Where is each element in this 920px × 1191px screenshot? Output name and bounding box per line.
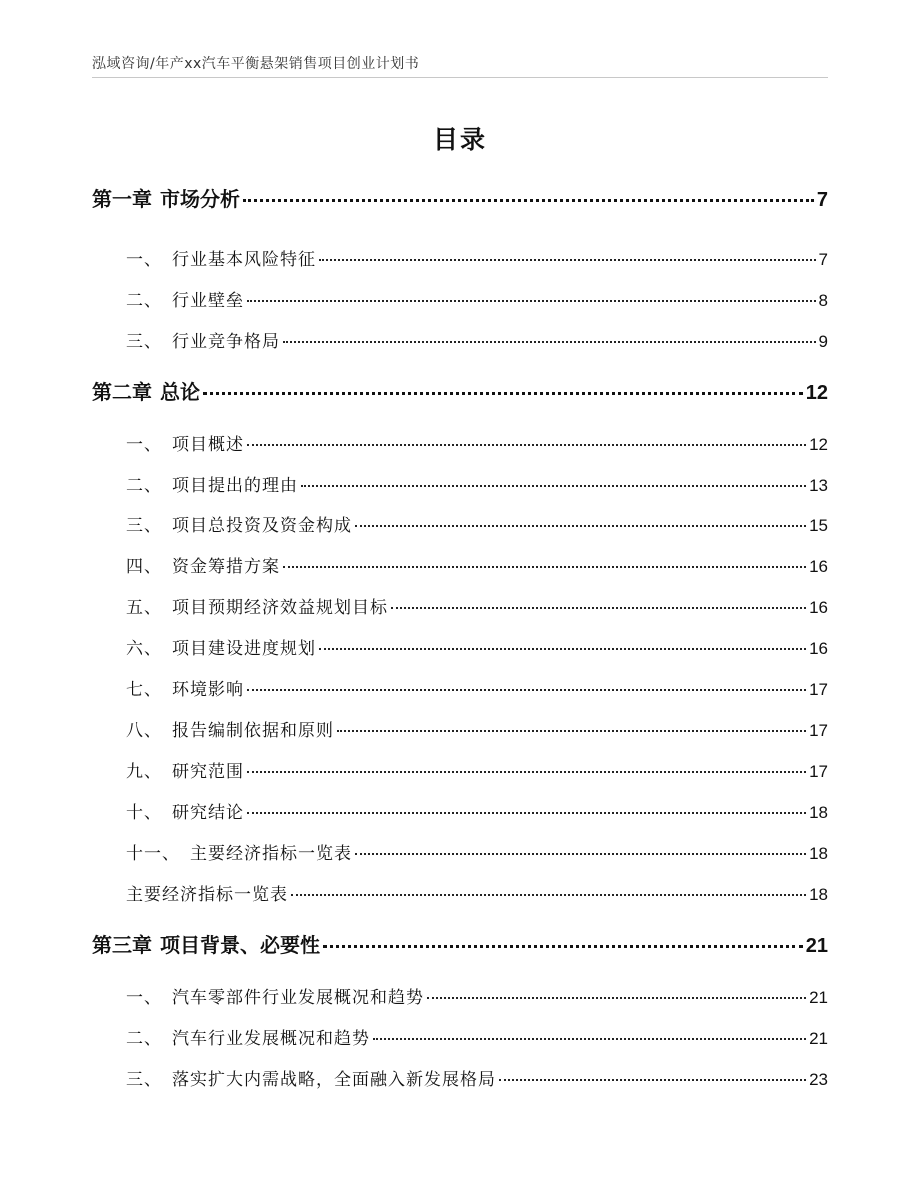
toc-entry-2-table[interactable] xyxy=(126,880,828,905)
toc-title: 总论 xyxy=(160,380,200,404)
toc-entry-2-8[interactable] xyxy=(126,716,828,741)
toc-entry-2-1[interactable] xyxy=(126,430,828,455)
toc-number: 五、 xyxy=(126,598,162,618)
dot-leader xyxy=(243,199,814,202)
toc-title: 项目概述 xyxy=(172,435,244,455)
toc-page-number: 8 xyxy=(818,291,828,310)
toc-number: 十、 xyxy=(126,803,162,823)
toc-page-number: 16 xyxy=(809,598,828,617)
toc-title: 项目总投资及资金构成 xyxy=(172,516,352,536)
toc-page-number: 9 xyxy=(818,332,828,351)
toc-page-number: 16 xyxy=(809,639,828,658)
toc-page-number: 23 xyxy=(809,1070,828,1089)
toc-page-number: 12 xyxy=(805,382,828,404)
toc-title: 汽车零部件行业发展概况和趋势 xyxy=(172,988,424,1008)
toc-page-number: 16 xyxy=(809,557,828,576)
dot-leader xyxy=(203,392,803,395)
dot-leader xyxy=(247,444,806,446)
toc-page-number: 18 xyxy=(809,803,828,822)
toc-number: 三、 xyxy=(126,516,162,536)
toc-number: 三、 xyxy=(126,332,162,352)
toc-title: 市场分析 xyxy=(160,187,240,211)
toc-page-number: 21 xyxy=(809,1029,828,1048)
toc-title: 主要经济指标一览表 xyxy=(126,885,288,905)
toc-entry-1-1[interactable] xyxy=(126,245,828,270)
dot-leader xyxy=(391,607,806,609)
toc-number: 二、 xyxy=(126,476,162,496)
toc-chapter-2[interactable] xyxy=(92,376,828,405)
toc-entry-2-3[interactable] xyxy=(126,511,828,536)
dot-leader xyxy=(355,525,806,527)
toc-page-number: 17 xyxy=(809,762,828,781)
toc-page-number: 13 xyxy=(809,476,828,495)
toc-number: 六、 xyxy=(126,639,162,659)
toc-title: 项目预期经济效益规划目标 xyxy=(172,598,388,618)
toc-title: 研究范围 xyxy=(172,762,244,782)
dot-leader xyxy=(319,648,806,650)
toc-chapter-1[interactable] xyxy=(92,183,828,212)
toc-title: 汽车行业发展概况和趋势 xyxy=(172,1029,370,1049)
toc-number: 二、 xyxy=(126,1029,162,1049)
dot-leader xyxy=(301,485,806,487)
toc-number: 二、 xyxy=(126,291,162,311)
toc-title: 资金筹措方案 xyxy=(172,557,280,577)
dot-leader xyxy=(323,945,803,948)
toc-page-number: 15 xyxy=(809,516,828,535)
toc-number: 一、 xyxy=(126,988,162,1008)
toc-page-number: 7 xyxy=(818,250,828,269)
toc-title: 报告编制依据和原则 xyxy=(172,721,334,741)
toc-page-number: 7 xyxy=(816,189,828,211)
toc-entry-2-9[interactable] xyxy=(126,757,828,782)
toc-page-number: 17 xyxy=(809,721,828,740)
toc-entry-3-1[interactable] xyxy=(126,983,828,1008)
toc-title: 项目背景、必要性 xyxy=(160,933,320,957)
toc-entry-2-10[interactable] xyxy=(126,798,828,823)
toc-entry-2-6[interactable] xyxy=(126,634,828,659)
toc-number: 一、 xyxy=(126,435,162,455)
toc-page-number: 17 xyxy=(809,680,828,699)
toc-page-number: 18 xyxy=(809,844,828,863)
page-title: 目录 xyxy=(432,125,487,154)
toc-number: 九、 xyxy=(126,762,162,782)
toc-entry-2-5[interactable] xyxy=(126,593,828,618)
toc-title: 行业壁垒 xyxy=(172,291,244,311)
toc-number: 第三章 xyxy=(92,933,152,957)
toc-page-number: 21 xyxy=(809,988,828,1007)
dot-leader xyxy=(247,300,816,302)
dot-leader xyxy=(283,341,816,343)
toc-title: 环境影响 xyxy=(172,680,244,700)
toc-number: 十一、 xyxy=(126,844,180,864)
dot-leader xyxy=(247,812,806,814)
dot-leader xyxy=(337,730,806,732)
toc-entry-1-2[interactable] xyxy=(126,286,828,311)
toc-number: 第二章 xyxy=(92,380,152,404)
toc-number: 第一章 xyxy=(92,187,152,211)
toc-entry-1-3[interactable] xyxy=(126,327,828,352)
dot-leader xyxy=(427,997,806,999)
dot-leader xyxy=(247,771,806,773)
dot-leader xyxy=(247,689,806,691)
toc-title: 行业竞争格局 xyxy=(172,332,280,352)
toc-number: 八、 xyxy=(126,721,162,741)
toc-title: 主要经济指标一览表 xyxy=(190,844,352,864)
toc-title: 行业基本风险特征 xyxy=(172,250,316,270)
toc-page-number: 21 xyxy=(805,935,828,957)
toc-page-number: 18 xyxy=(809,885,828,904)
toc-entry-2-11[interactable] xyxy=(126,839,828,864)
toc-chapter-3[interactable] xyxy=(92,929,828,958)
dot-leader xyxy=(355,853,806,855)
toc-entry-3-2[interactable] xyxy=(126,1024,828,1049)
toc-entry-2-7[interactable] xyxy=(126,675,828,700)
dot-leader xyxy=(373,1038,806,1040)
running-header: 泓域咨询/年产xx汽车平衡悬架销售项目创业计划书 xyxy=(92,56,420,72)
dot-leader xyxy=(319,259,816,261)
toc-entry-3-3[interactable] xyxy=(126,1065,828,1090)
dot-leader xyxy=(499,1079,806,1081)
toc-number: 一、 xyxy=(126,250,162,270)
toc-title: 落实扩大内需战略，全面融入新发展格局 xyxy=(172,1070,496,1090)
toc-entry-2-2[interactable] xyxy=(126,471,828,496)
toc-number: 三、 xyxy=(126,1070,162,1090)
toc-title: 项目提出的理由 xyxy=(172,476,298,496)
toc-title: 研究结论 xyxy=(172,803,244,823)
toc-number: 四、 xyxy=(126,557,162,577)
toc-entry-2-4[interactable] xyxy=(126,552,828,577)
toc-number: 七、 xyxy=(126,680,162,700)
toc-title: 项目建设进度规划 xyxy=(172,639,316,659)
dot-leader xyxy=(291,894,806,896)
toc-page-number: 12 xyxy=(809,435,828,454)
dot-leader xyxy=(283,566,806,568)
